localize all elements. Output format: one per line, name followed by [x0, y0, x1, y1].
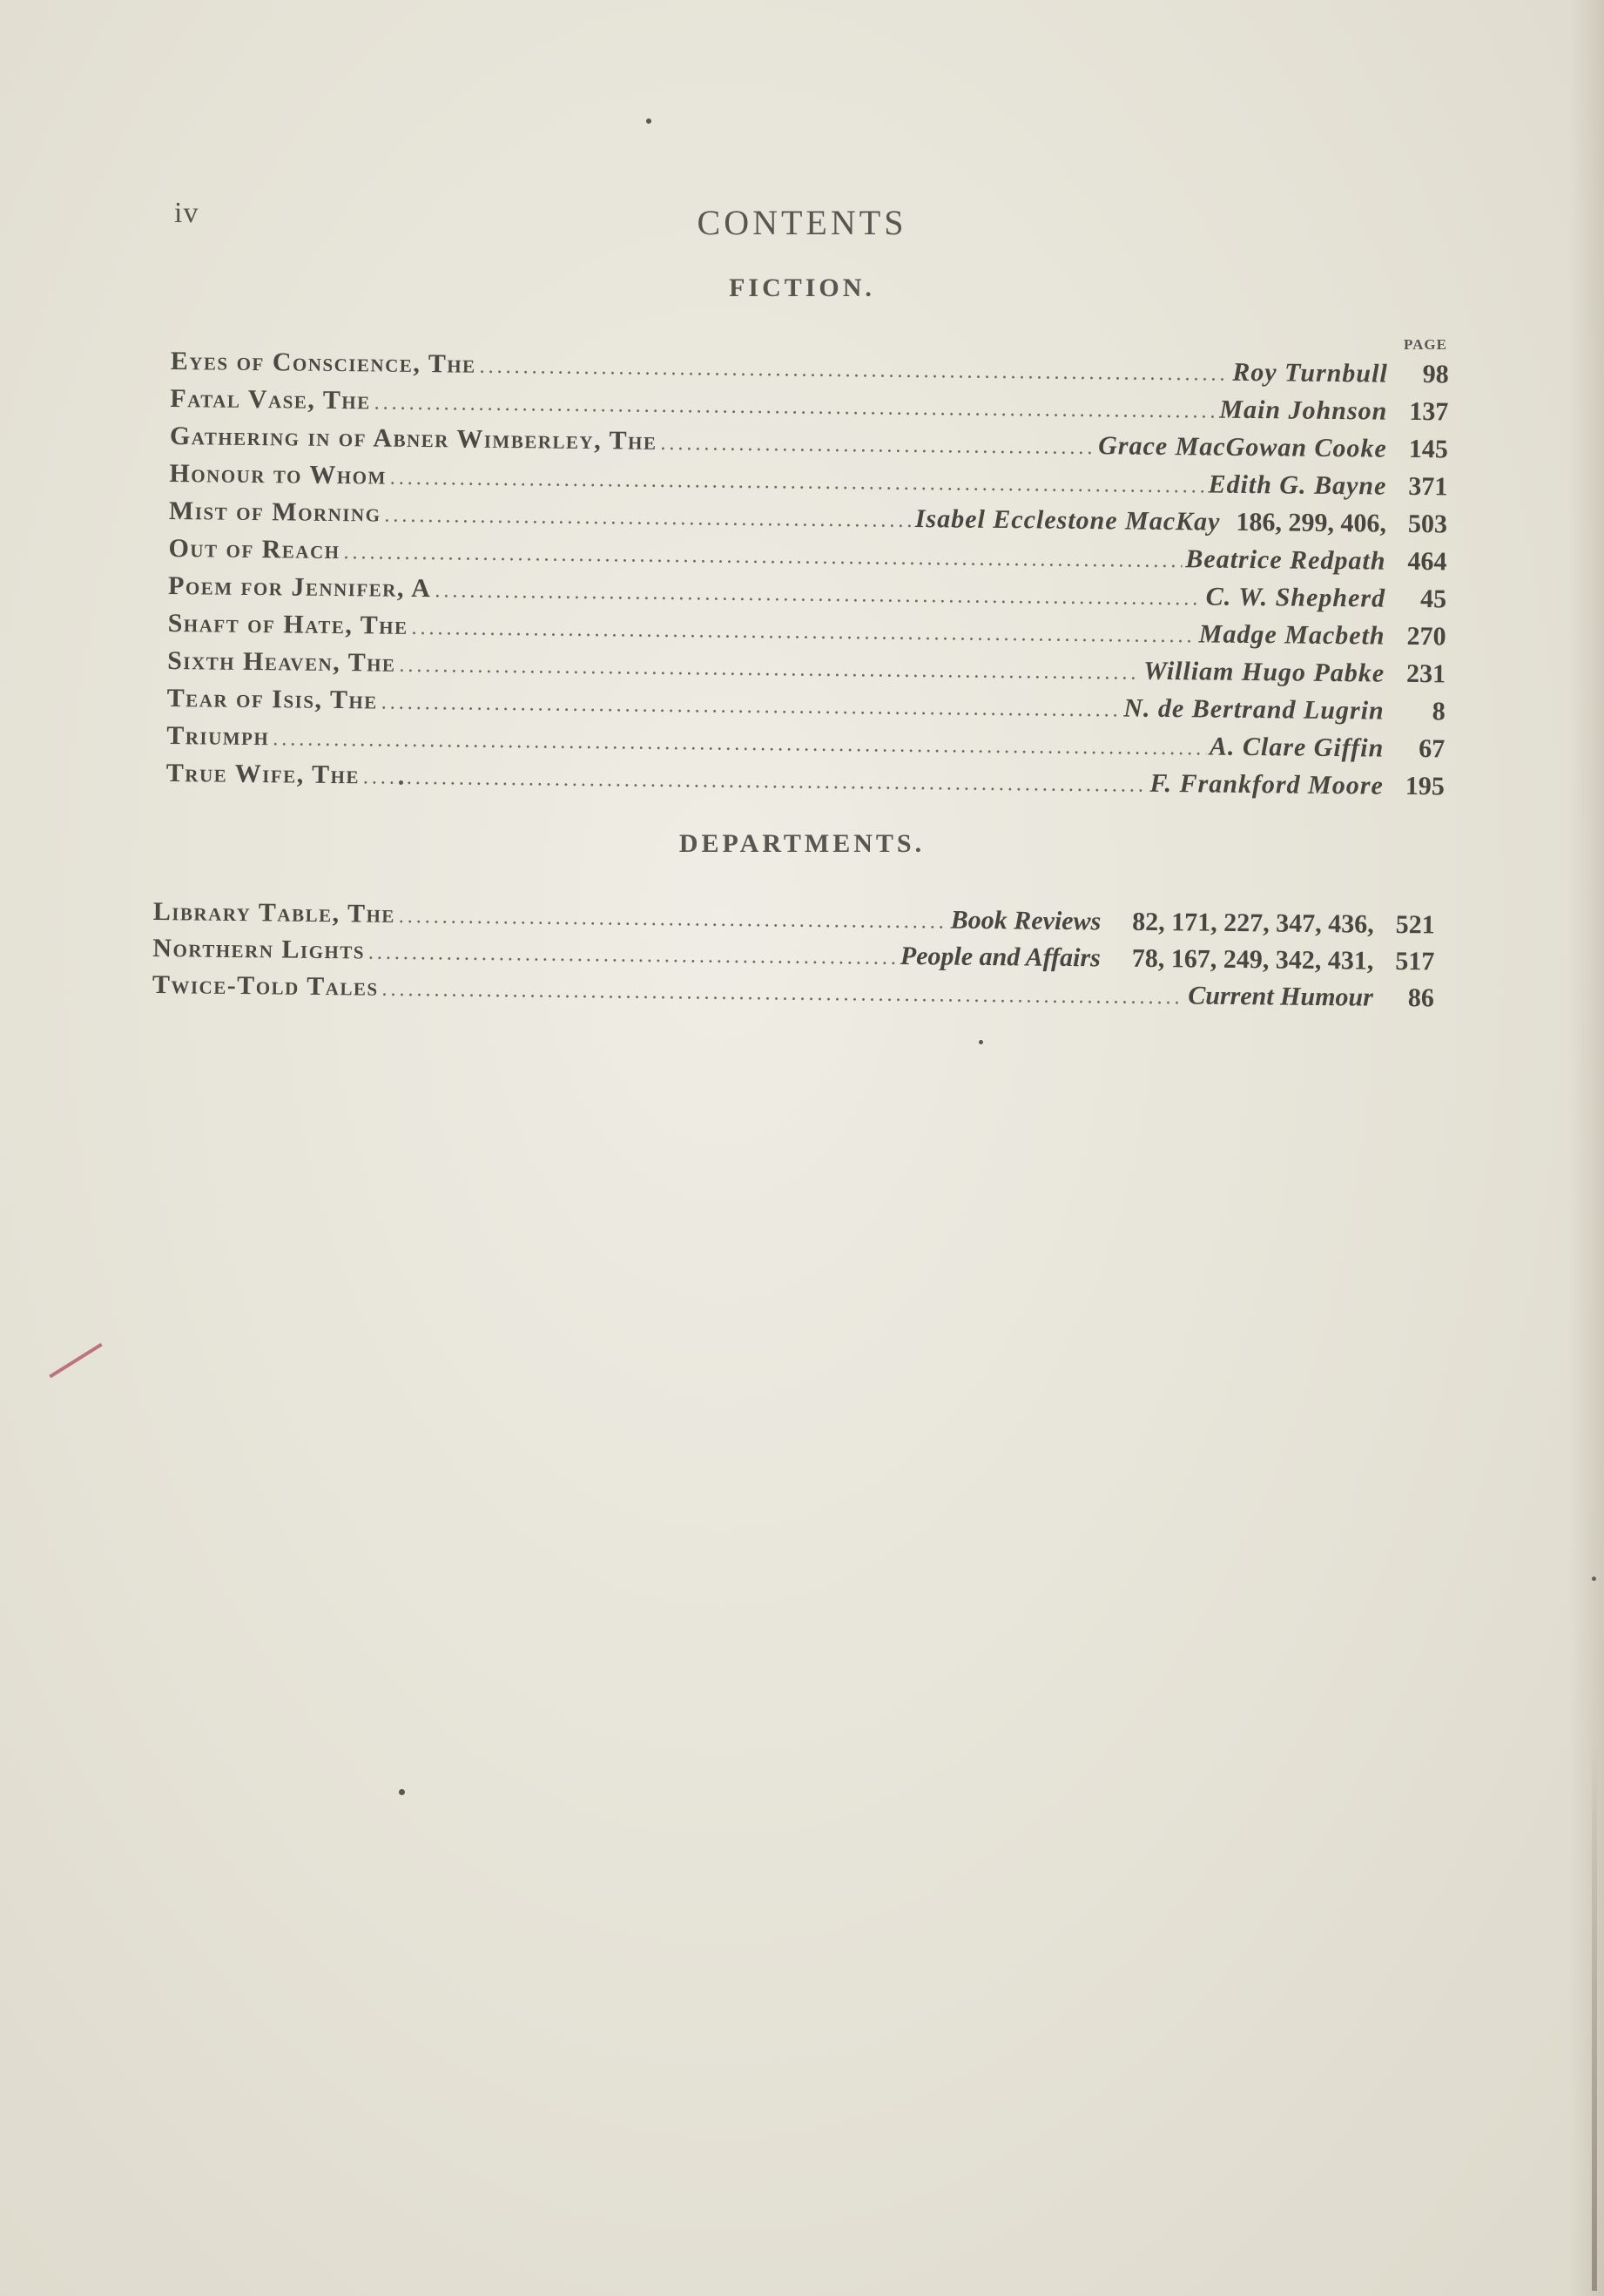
entry-title: Library Table, The [152, 897, 396, 929]
entry-page: 98 [1422, 360, 1449, 389]
leader-dots [399, 905, 947, 935]
entry-page: 67 [1419, 734, 1446, 764]
entry-page: 45 [1419, 584, 1447, 614]
page-folio: iv [174, 197, 199, 229]
entry-description: Current Humour [1188, 981, 1374, 1012]
entry-page: 521 [1395, 909, 1435, 940]
fiction-list [166, 347, 1449, 809]
entry-title: Triumph [166, 720, 270, 752]
entry-page: 86 [1407, 983, 1435, 1013]
entry-title: Poem for Jennifer, A [167, 571, 432, 604]
leader-dots [363, 766, 1147, 797]
entry-title: True Wife, The [165, 758, 361, 790]
entry-description: People and Affairs [900, 941, 1102, 973]
entry-author: William Hugo Pabke [1143, 656, 1385, 688]
departments-list [152, 897, 1435, 1020]
entry-title: Shaft of Hate, The [167, 608, 408, 640]
paper-speck [399, 1789, 405, 1795]
entry-page: 464 [1407, 546, 1447, 577]
entry-page: 371 [1408, 471, 1448, 502]
entry-page: 137 [1409, 396, 1449, 427]
paper-speck [399, 780, 403, 785]
leader-dots [273, 727, 1206, 760]
entry-author: Madge Macbeth [1198, 619, 1385, 651]
entry-page: 517 [1395, 946, 1435, 976]
entry-page-list: 78, 167, 249, 342, 431, [1131, 943, 1374, 976]
entry-title: Northern Lights [152, 933, 366, 965]
entry-title: Mist of Morning [168, 496, 381, 528]
ink-mark [49, 1343, 102, 1378]
page-column-label: PAGE [1404, 336, 1447, 353]
entry-page: 231 [1405, 658, 1446, 689]
paper-speck [646, 118, 651, 124]
entry-author: A. Clare Giffin [1209, 732, 1385, 763]
entry-title: Sixth Heaven, The [167, 645, 396, 678]
leader-dots [368, 942, 897, 970]
entry-page: 503 [1407, 509, 1448, 539]
section-heading-departments: DEPARTMENTS. [678, 829, 926, 858]
entry-author: Main Johnson [1219, 395, 1388, 426]
entry-page: 8 [1432, 697, 1446, 726]
leader-dots [411, 617, 1195, 648]
entry-title: Twice-Told Tales [152, 969, 379, 1002]
leader-dots [384, 504, 912, 533]
entry-title: Fatal Vase, The [170, 383, 371, 415]
entry-author: N. de Bertrand Lugrin [1123, 693, 1385, 726]
binding-edge [1592, 1742, 1597, 2291]
paper-speck [1592, 1577, 1596, 1581]
entry-author: F. Frankford Moore [1149, 768, 1384, 800]
paper-speck [979, 1040, 983, 1044]
entry-title: Out of Reach [168, 533, 340, 565]
entry-page-list: 186, 299, 406, [1236, 507, 1387, 538]
entry-page-list: 82, 171, 227, 347, 436, [1132, 907, 1374, 939]
entry-page: 145 [1408, 434, 1449, 464]
page-title: CONTENTS [697, 203, 907, 242]
leader-dots [374, 391, 1216, 423]
leader-dots [479, 355, 1229, 387]
entry-author: Beatrice Redpath [1185, 544, 1386, 576]
leader-dots [381, 978, 1184, 1010]
entry-title: Honour to Whom [169, 458, 388, 490]
leader-dots [435, 579, 1203, 611]
leader-dots [381, 692, 1121, 723]
leader-dots [399, 654, 1140, 685]
entry-page: 270 [1406, 621, 1446, 652]
entry-title: Gathering in of Abner Wimberley, The [169, 421, 657, 456]
entry-description: Book Reviews [950, 905, 1102, 936]
leader-dots [390, 467, 1205, 499]
entry-title: Eyes of Conscience, The [170, 347, 476, 379]
section-heading-fiction: FICTION. [729, 273, 875, 302]
leader-dots [343, 541, 1182, 573]
entry-author: Roy Turnbull [1232, 357, 1388, 388]
entry-page: 195 [1405, 771, 1445, 801]
entry-author: Edith G. Bayne [1208, 469, 1387, 501]
leader-dots [660, 432, 1095, 460]
entry-title: Tear of Isis, The [166, 683, 378, 715]
entry-author: C. W. Shepherd [1205, 582, 1386, 613]
entry-author: Grace MacGowan Cooke [1098, 431, 1388, 463]
entry-author: Isabel Ecclestone MacKay [914, 503, 1221, 537]
